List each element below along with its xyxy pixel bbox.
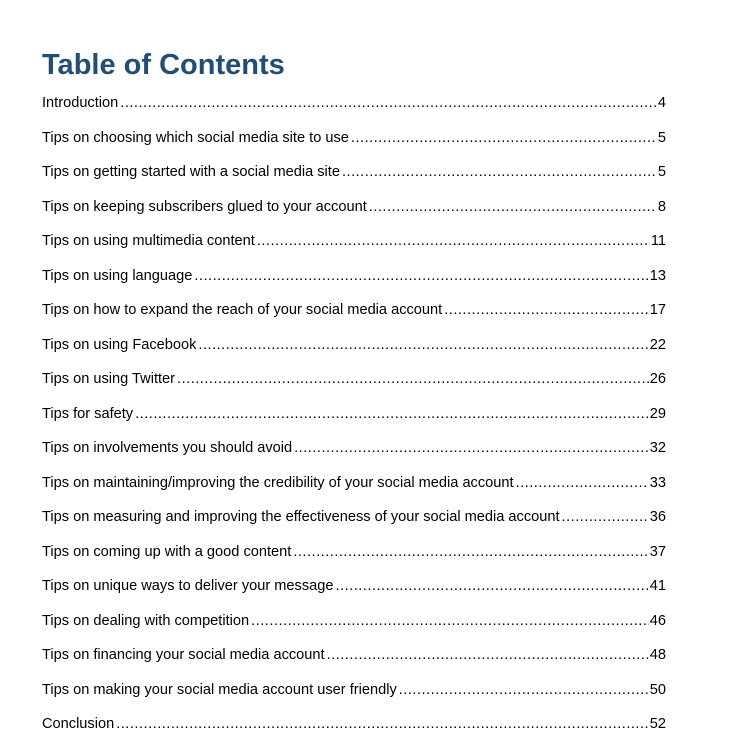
toc-title: Table of Contents <box>42 49 285 81</box>
toc-entry-text: Tips on using multimedia content <box>42 233 255 249</box>
toc-dot-leader <box>294 439 649 457</box>
toc-dot-leader <box>369 198 657 216</box>
toc-entry[interactable] <box>42 232 666 267</box>
toc-entry[interactable] <box>42 681 666 716</box>
toc-entry[interactable] <box>42 405 666 440</box>
toc-entry-text: Tips for safety <box>42 405 134 422</box>
toc-entry-page-number: 5 <box>657 129 666 146</box>
toc-entry-page-number: 4 <box>657 95 666 111</box>
toc-entry[interactable] <box>42 577 666 612</box>
toc-entry[interactable] <box>42 646 666 681</box>
toc-entry-text: Tips on dealing with competition <box>42 612 250 629</box>
toc-entry-page-number: 52 <box>649 716 666 732</box>
toc-entry-page-number: 50 <box>649 681 666 698</box>
toc-entry-text: Tips on using language <box>42 267 193 284</box>
toc-entry[interactable] <box>42 474 666 509</box>
toc-entry-page-number: 29 <box>649 405 666 422</box>
toc-entry[interactable] <box>42 336 666 371</box>
toc-dot-leader <box>293 543 648 561</box>
toc-entry-text: Tips on making your social media account user friendly <box>42 681 397 698</box>
toc-entry-text: Tips on getting started with a social media site <box>42 164 340 180</box>
toc-entry-text: Introduction <box>42 95 119 111</box>
toc-dot-leader <box>198 336 648 354</box>
toc-entry[interactable] <box>42 439 666 474</box>
toc-entry-page-number: 11 <box>650 233 666 249</box>
toc-entry-page-number: 36 <box>649 509 666 525</box>
toc-entry[interactable] <box>42 267 666 302</box>
toc-entry-text: Conclusion <box>42 716 115 732</box>
toc-entry[interactable] <box>42 163 666 198</box>
toc-entry-page-number: 22 <box>649 336 666 353</box>
toc-entry-text: Tips on measuring and improving the effectiveness of your social media account <box>42 509 560 525</box>
toc-dot-leader <box>135 405 649 423</box>
toc-entry[interactable] <box>42 129 666 164</box>
toc-entry[interactable] <box>42 715 666 750</box>
toc-entry-text: Tips on keeping subscribers glued to your account <box>42 198 367 215</box>
toc-entry[interactable] <box>42 198 666 233</box>
toc-entry[interactable] <box>42 612 666 647</box>
toc-entry-page-number: 46 <box>649 612 666 629</box>
toc-dot-leader <box>194 267 648 285</box>
toc-dot-leader <box>562 508 649 526</box>
toc-dot-leader <box>444 301 649 319</box>
toc-entry[interactable] <box>42 301 666 336</box>
toc-entry-page-number: 33 <box>649 474 666 491</box>
toc-entry-page-number: 8 <box>657 198 666 215</box>
toc-entry[interactable] <box>42 370 666 405</box>
toc-entry[interactable] <box>42 543 666 578</box>
toc-dot-leader <box>116 715 649 733</box>
toc-entry-page-number: 41 <box>649 578 666 594</box>
toc-entry-page-number: 17 <box>649 302 666 318</box>
toc-entry-page-number: 37 <box>649 543 666 560</box>
toc-dot-leader <box>251 612 649 630</box>
toc-dot-leader <box>351 129 657 147</box>
toc-dot-leader <box>516 474 649 492</box>
toc-list <box>42 94 666 750</box>
toc-dot-leader <box>257 232 650 250</box>
toc-entry-page-number: 13 <box>649 267 666 284</box>
document-page <box>42 46 666 750</box>
toc-entry-text: Tips on involvements you should avoid <box>42 440 293 456</box>
toc-entry-text: Tips on maintaining/improving the credibility of your social media account <box>42 474 514 491</box>
toc-entry-text: Tips on coming up with a good content <box>42 543 292 560</box>
toc-entry-text: Tips on using Twitter <box>42 371 176 387</box>
toc-entry-page-number: 26 <box>649 371 666 387</box>
toc-entry-page-number: 48 <box>649 647 666 663</box>
toc-dot-leader <box>120 94 657 112</box>
toc-entry[interactable] <box>42 94 666 129</box>
toc-entry-page-number: 32 <box>649 440 666 456</box>
toc-dot-leader <box>342 163 657 181</box>
toc-dot-leader <box>177 370 649 388</box>
toc-entry-text: Tips on using Facebook <box>42 336 197 353</box>
toc-entry-text: Tips on choosing which social media site to use <box>42 129 349 146</box>
toc-entry-text: Tips on financing your social media account <box>42 647 325 663</box>
toc-dot-leader <box>327 646 649 664</box>
toc-dot-leader <box>335 577 648 595</box>
toc-entry-text: Tips on how to expand the reach of your social media account <box>42 302 443 318</box>
toc-entry-text: Tips on unique ways to deliver your message <box>42 578 334 594</box>
toc-entry-page-number: 5 <box>657 164 666 180</box>
toc-entry[interactable] <box>42 508 666 543</box>
toc-dot-leader <box>399 681 649 699</box>
